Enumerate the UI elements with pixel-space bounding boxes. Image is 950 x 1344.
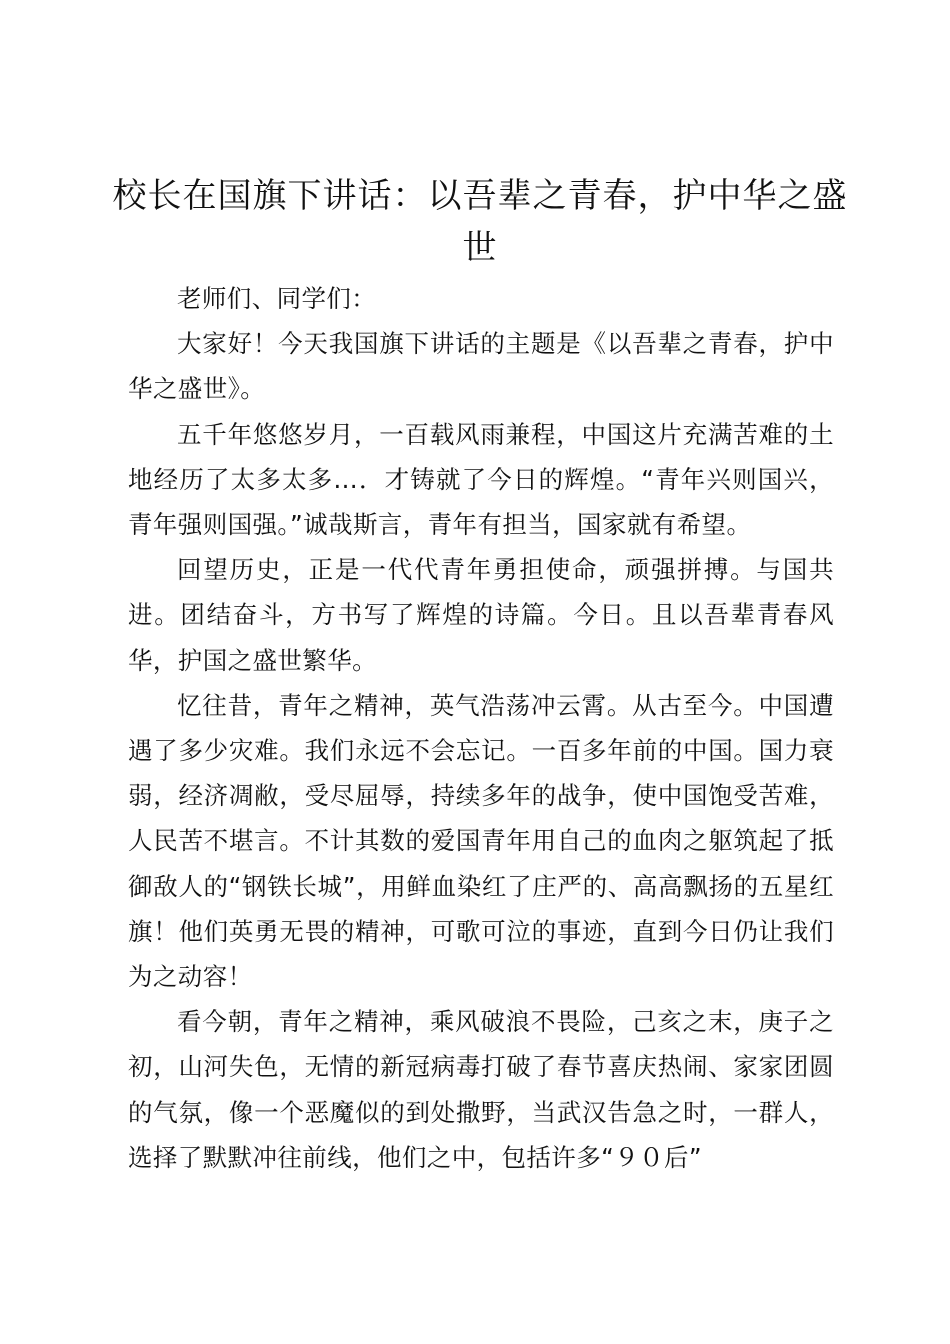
paragraph-past: 忆往昔，青年之精神，英气浩荡冲云霄。从古至今。中国遭遇了多少灾难。我们永远不会忘记。一百多年前的中国。国力衰弱，经济凋敝，受尽屈辱，持续多年的战争，使中国饱受苦难，人民苦不堪言。不计其数的爱国青年用自己的血肉之躯筑起了抵御敌人的“钢铁长城”，用鲜血染红了庄严的、高高飘扬的五星红旗！他们英勇无畏的精神，可歌可泣的事迹，直到今日仍让我们为之动容！ [128, 690, 834, 992]
paragraph-greeting: 大家好！今天我国旗下讲话的主题是《以吾辈之青春，护中华之盛世》。 [128, 329, 834, 404]
document-title: 校长在国旗下讲话：以吾辈之青春，护中华之盛世 [112, 176, 848, 268]
paragraph-salutation: 老师们、同学们： [177, 284, 377, 313]
document-body [128, 276, 834, 1180]
paragraph-history: 五千年悠悠岁月，一百载风雨兼程，中国这片充满苦难的土地经历了太多太多…．才铸就了今日的辉煌。“青年兴则国兴，青年强则国强。”诚哉斯言，青年有担当，国家就有希望。 [128, 419, 834, 540]
paragraph-present: 看今朝，青年之精神，乘风破浪不畏险，己亥之末，庚子之初，山河失色，无情的新冠病毒打破了春节喜庆热闹、家家团圆的气氛，像一个恶魔似的到处撒野，当武汉告急之时，一群人，选择了默默冲往前线，他们之中，包括许多“９０后” [128, 1007, 834, 1172]
paragraph-retrospect: 回望历史，正是一代代青年勇担使命，顽强拼搏。与国共进。团结奋斗，方书写了辉煌的诗篇。今日。且以吾辈青春风华，护国之盛世繁华。 [128, 555, 834, 675]
